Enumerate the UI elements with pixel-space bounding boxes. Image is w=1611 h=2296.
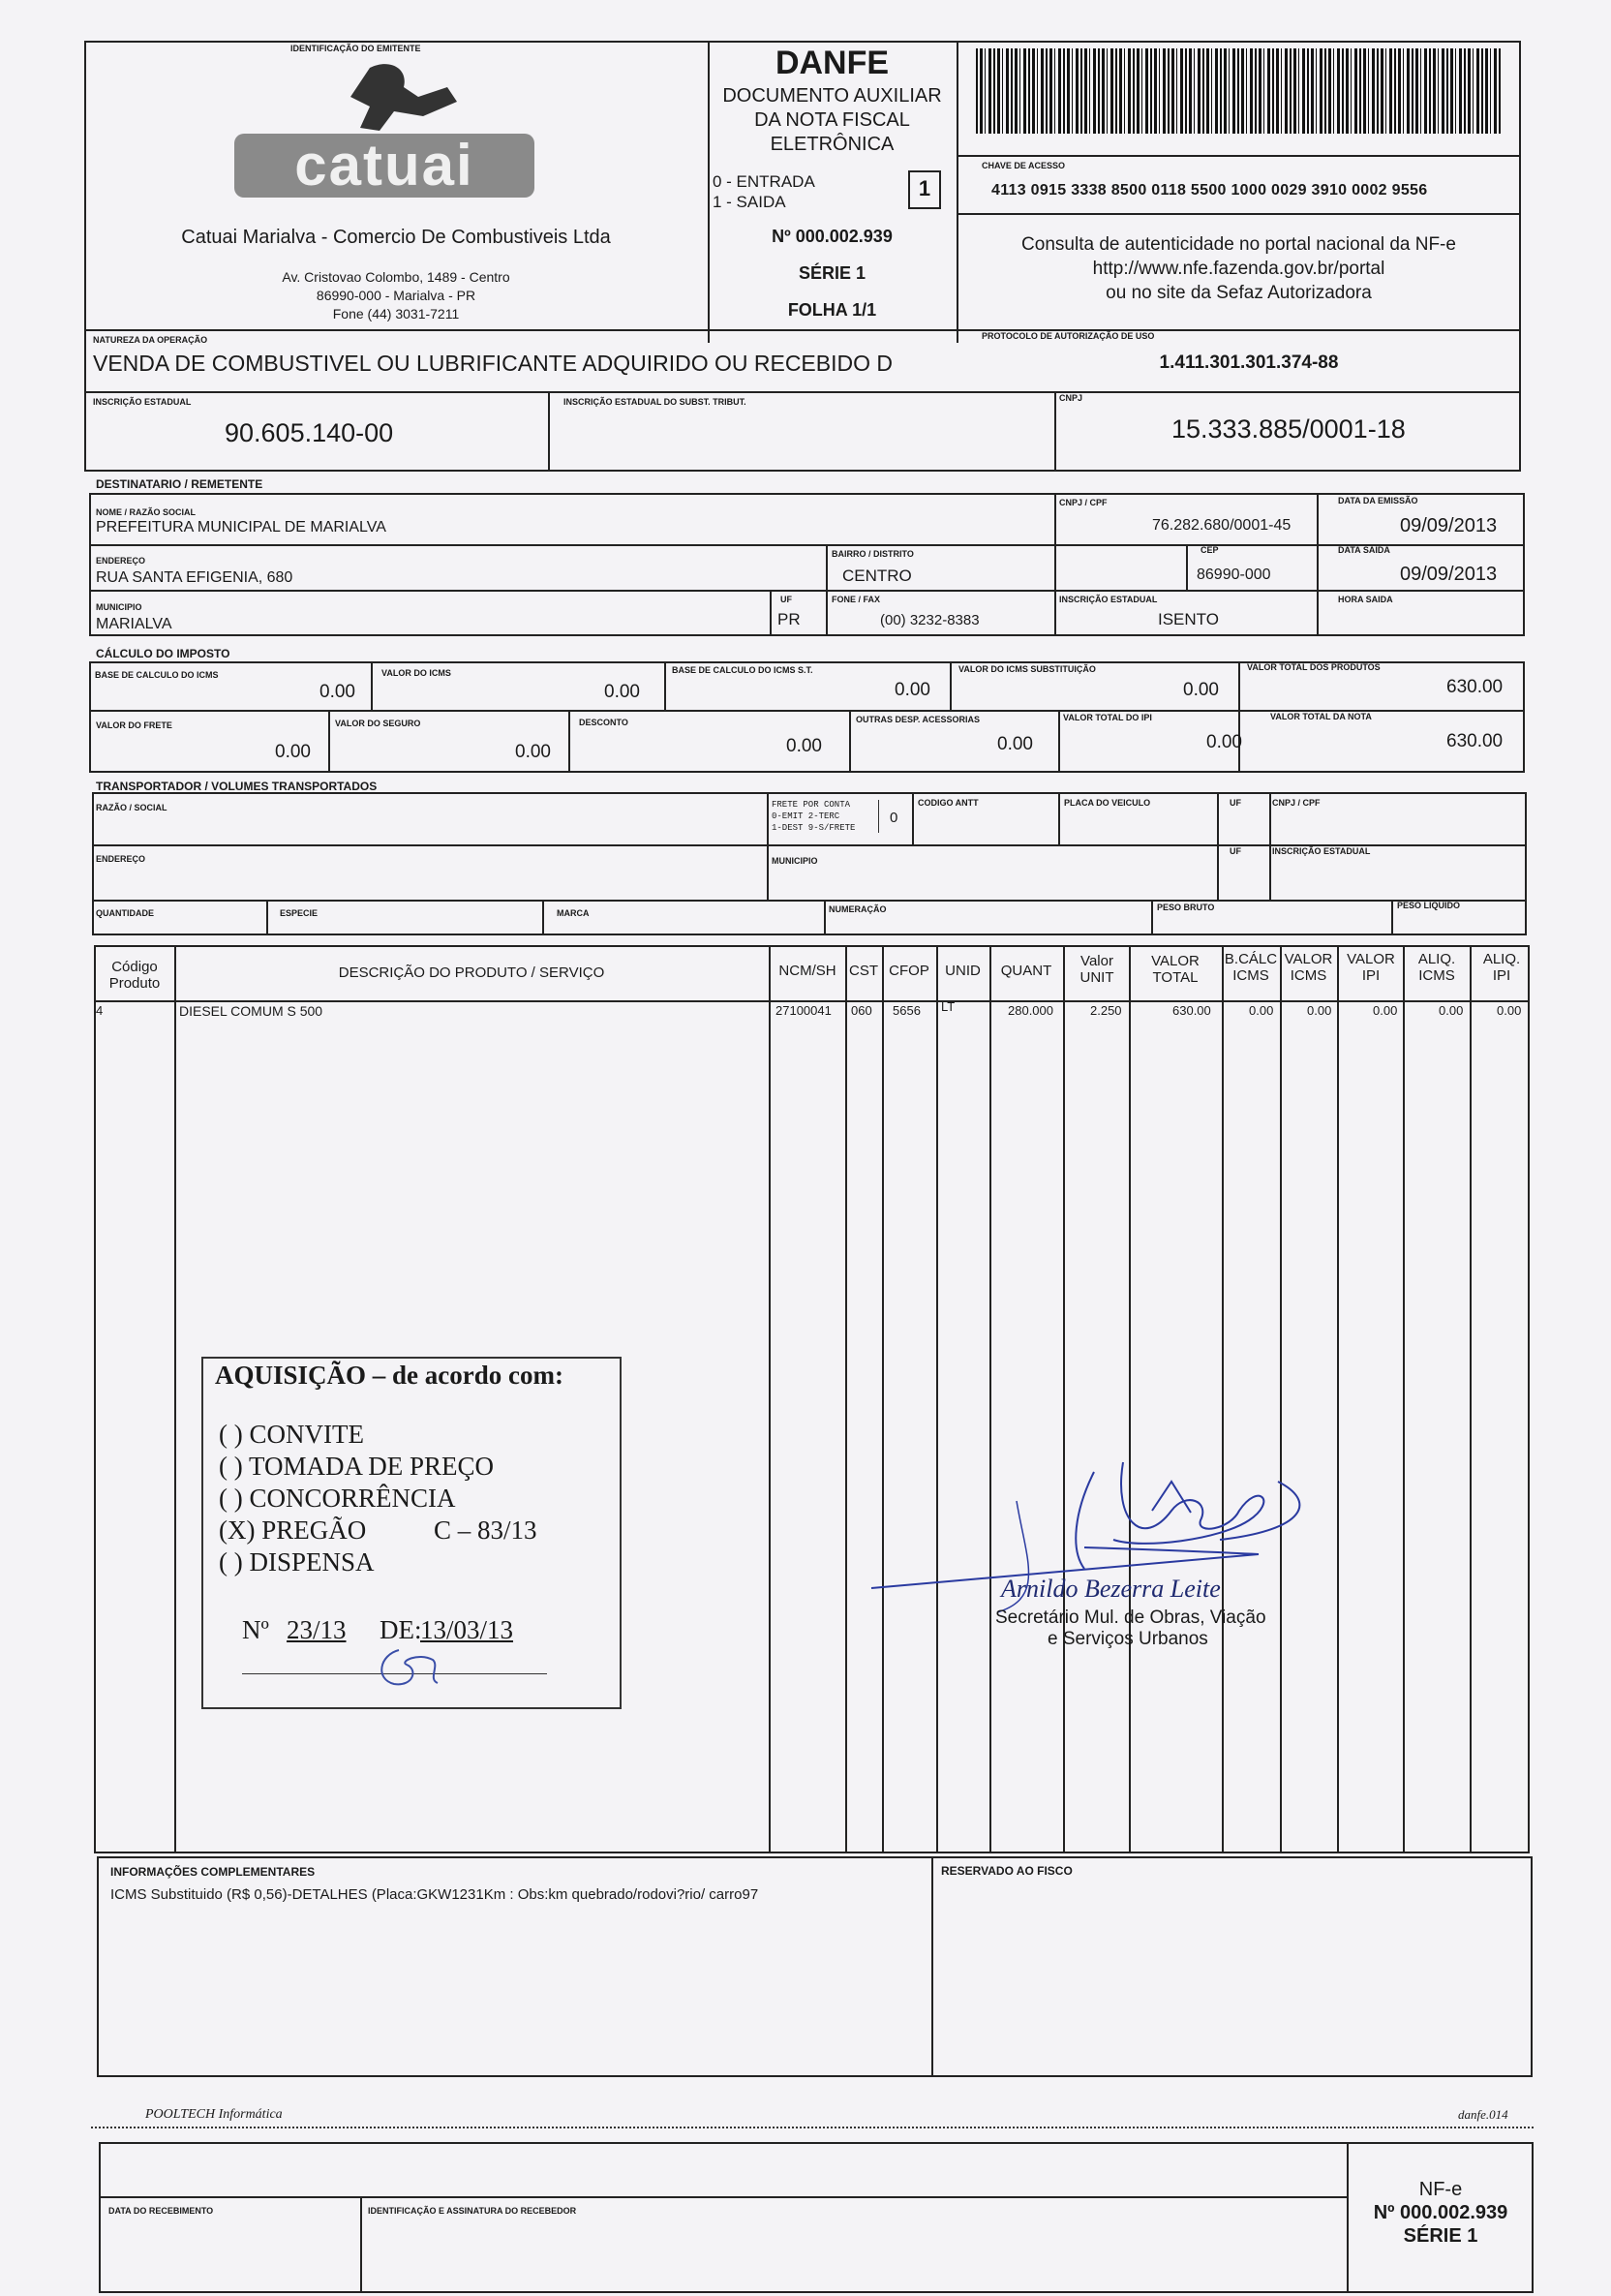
stamp-opt-tomada: ( ) TOMADA DE PREÇO — [219, 1452, 495, 1481]
dest-endereco: RUA SANTA EFIGENIA, 680 — [96, 569, 293, 586]
th-v-icms: VALOR ICMS — [1284, 951, 1333, 984]
transp-numeracao-label: NUMERAÇÃO — [829, 904, 887, 914]
emitente-phone: Fone (44) 3031-7211 — [332, 306, 460, 321]
desconto-label: DESCONTO — [579, 718, 628, 727]
danfe-serie: SÉRIE 1 — [798, 263, 866, 283]
dest-nome: PREFEITURA MUNICIPAL DE MARIALVA — [96, 519, 386, 536]
th-cst: CST — [849, 963, 878, 979]
v-nota-label: VALOR TOTAL DA NOTA — [1270, 712, 1372, 721]
frete-label: VALOR DO FRETE — [96, 720, 172, 730]
stamp-opt-concorrencia: ( ) CONCORRÊNCIA — [219, 1484, 456, 1513]
dest-data-saida: 09/09/2013 — [1400, 564, 1498, 585]
consulta-line-1: Consulta de autenticidade no portal nacional da NF-e — [1021, 234, 1456, 255]
chave-value: 4113 0915 3338 8500 0118 5500 1000 0029 3910 0002 9556 — [991, 182, 1428, 199]
danfe-code: danfe.014 — [1458, 2107, 1508, 2122]
th-ncm: NCM/SH — [778, 963, 836, 979]
bc-icms-label: BASE DE CALCULO DO ICMS — [95, 670, 219, 680]
ie-st-label: INSCRIÇÃO ESTADUAL DO SUBST. TRIBUT. — [563, 397, 746, 407]
canhoto-numero: Nº 000.002.939 — [1373, 2202, 1508, 2223]
dest-uf: PR — [777, 610, 801, 628]
canhoto-data-label: DATA DO RECEBIMENTO — [108, 2206, 214, 2216]
danfe-subtitle-3: ELETRÔNICA — [770, 134, 895, 155]
transp-uf2-label: UF — [1230, 846, 1241, 856]
stamp-data: 13/03/13 — [420, 1615, 514, 1644]
canhoto-box — [99, 2142, 1534, 2293]
cell-v-ipi: 0.00 — [1373, 1003, 1398, 1018]
transp-ie-label: INSCRIÇÃO ESTADUAL — [1272, 846, 1371, 856]
pooltech-brand: POOLTECH Informática — [145, 2107, 283, 2122]
stamp-opt-dispensa: ( ) DISPENSA — [219, 1547, 375, 1577]
desconto: 0.00 — [786, 736, 822, 756]
danfe-saida: 1 - SAIDA — [713, 193, 786, 211]
th-bc-icms: B.CÁLC ICMS — [1224, 951, 1278, 984]
canhoto-id-label: IDENTIFICAÇÃO E ASSINATURA DO RECEBEDOR — [368, 2206, 577, 2216]
v-prod: 630.00 — [1446, 677, 1504, 697]
protocolo-value: 1.411.301.301.374-88 — [1159, 352, 1339, 373]
danfe-entrada: 0 - ENTRADA — [713, 172, 815, 191]
th-v-total: VALOR TOTAL — [1151, 953, 1200, 986]
dest-cnpj: 76.282.680/0001-45 — [1152, 517, 1292, 534]
natureza-value: VENDA DE COMBUSTIVEL OU LUBRIFICANTE ADQUIRIDO OU RECEBIDO D — [93, 351, 894, 376]
v-icms: 0.00 — [604, 682, 640, 702]
seguro-label: VALOR DO SEGURO — [335, 719, 421, 728]
dest-fone-label: FONE / FAX — [832, 595, 881, 604]
transp-municipio-label: MUNICIPIO — [772, 856, 818, 866]
outras: 0.00 — [997, 734, 1033, 754]
transp-razao-label: RAZÃO / SOCIAL — [96, 803, 167, 812]
cell-v-total: 630.00 — [1172, 1003, 1211, 1018]
v-nota: 630.00 — [1446, 731, 1504, 751]
seguro: 0.00 — [515, 742, 551, 762]
ie-label: INSCRIÇÃO ESTADUAL — [93, 397, 192, 407]
dest-cep: 86990-000 — [1197, 566, 1271, 583]
bc-icms: 0.00 — [319, 682, 355, 702]
fisco-label: RESERVADO AO FISCO — [941, 1864, 1073, 1878]
v-st: 0.00 — [1183, 680, 1219, 700]
danfe-folha: FOLHA 1/1 — [787, 300, 877, 320]
consulta-line-3: ou no site da Sefaz Autorizadora — [1106, 283, 1372, 303]
dest-nome-label: NOME / RAZÃO SOCIAL — [96, 507, 196, 517]
outras-label: OUTRAS DESP. ACESSORIAS — [856, 715, 981, 724]
transp-frete-3: 1-DEST 9-S/FRETE — [772, 823, 856, 833]
info-label: INFORMAÇÕES COMPLEMENTARES — [110, 1865, 316, 1879]
th-v-ipi: VALOR IPI — [1347, 951, 1395, 984]
barcode — [976, 48, 1503, 134]
transp-endereco-label: ENDEREÇO — [96, 854, 146, 864]
cell-aliq-ipi: 0.00 — [1497, 1003, 1522, 1018]
cell-descricao: DIESEL COMUM S 500 — [179, 1003, 323, 1019]
th-aliq-ipi: ALIQ. IPI — [1482, 951, 1521, 984]
emitente-section-label: IDENTIFICAÇÃO DO EMITENTE — [290, 44, 421, 53]
cell-aliq-icms: 0.00 — [1439, 1003, 1464, 1018]
dest-hora-label: HORA SAIDA — [1338, 595, 1393, 604]
canhoto-nfe: NF-e — [1418, 2179, 1463, 2200]
transportador-section-label: TRANSPORTADOR / VOLUMES TRANSPORTADOS — [96, 780, 378, 793]
transp-peso-liquido-label: PESO LIQUIDO — [1397, 901, 1461, 910]
protocolo-label: PROTOCOLO DE AUTORIZAÇÃO DE USO — [982, 331, 1155, 341]
cnpj-label: CNPJ — [1059, 393, 1083, 403]
cell-v-icms: 0.00 — [1307, 1003, 1332, 1018]
ie-value: 90.605.140-00 — [225, 418, 394, 447]
dest-cnpj-label: CNPJ / CPF — [1059, 498, 1108, 507]
emitente-address-2: 86990-000 - Marialva - PR — [316, 288, 476, 303]
v-icms-label: VALOR DO ICMS — [381, 668, 451, 678]
cell-cfop: 5656 — [893, 1003, 921, 1018]
chave-label: CHAVE DE ACESSO — [982, 161, 1066, 170]
dest-bairro-label: BAIRRO / DISTRITO — [832, 549, 914, 559]
dest-ie: ISENTO — [1158, 610, 1219, 628]
info-text: ICMS Substituido (R$ 0,56)-DETALHES (Placa:GKW1231Km : Obs:km quebrado/rodovi?rio/ carro97 — [110, 1886, 759, 1903]
danfe-subtitle-1: DOCUMENTO AUXILIAR — [722, 85, 942, 107]
cut-line — [91, 2127, 1534, 2128]
stamp-numero-prefix: Nº — [242, 1615, 269, 1644]
emitente-address-1: Av. Cristovao Colombo, 1489 - Centro — [282, 269, 510, 285]
dest-uf-label: UF — [780, 595, 792, 604]
transp-marca-label: MARCA — [557, 908, 590, 918]
cell-quant: 280.000 — [1008, 1003, 1053, 1018]
danfe-subtitle-2: DA NOTA FISCAL — [754, 109, 910, 131]
stamp-numero: 23/13 — [287, 1615, 347, 1644]
ipi: 0.00 — [1206, 732, 1242, 752]
cell-v-unit: 2.250 — [1090, 1003, 1122, 1018]
th-unid: UNID — [945, 963, 981, 979]
danfe-tipo: 1 — [918, 176, 931, 200]
cell-bc-icms: 0.00 — [1249, 1003, 1274, 1018]
transp-frete-1: FRETE POR CONTA — [772, 800, 851, 810]
cell-ncm: 27100041 — [775, 1003, 832, 1018]
bc-st: 0.00 — [895, 680, 930, 700]
imposto-section-label: CÁLCULO DO IMPOSTO — [96, 647, 230, 660]
stamp-data-prefix: DE: — [380, 1615, 422, 1644]
transp-peso-bruto-label: PESO BRUTO — [1157, 903, 1215, 912]
dest-ie-label: INSCRIÇÃO ESTADUAL — [1059, 595, 1158, 604]
destinatario-box — [89, 493, 1525, 636]
th-aliq-icms: ALIQ. ICMS — [1417, 951, 1456, 984]
th-descricao: DESCRIÇÃO DO PRODUTO / SERVIÇO — [338, 964, 605, 981]
signature-name: Arnildo Bezerra Leite — [1001, 1575, 1221, 1603]
dest-data-emissao-label: DATA DA EMISSÃO — [1338, 496, 1418, 505]
danfe-title: DANFE — [775, 45, 890, 81]
dest-endereco-label: ENDEREÇO — [96, 556, 146, 566]
signature-role-1: Secretário Mul. de Obras, Viação — [995, 1607, 1266, 1628]
th-v-unit: Valor UNIT — [1079, 953, 1114, 986]
emitente-name: Catuai Marialva - Comercio De Combustiveis Ltda — [181, 227, 611, 248]
natureza-label: NATUREZA DA OPERAÇÃO — [93, 335, 208, 345]
stamp-opt-pregao: (X) PREGÃO — [219, 1515, 367, 1545]
stamp-initials-scribble — [360, 1640, 457, 1699]
dest-data-emissao: 09/09/2013 — [1400, 515, 1498, 536]
danfe-numero: Nº 000.002.939 — [772, 227, 893, 246]
cnpj-value: 15.333.885/0001-18 — [1171, 414, 1406, 444]
v-st-label: VALOR DO ICMS SUBSTITUIÇÃO — [958, 664, 1096, 674]
th-cfop: CFOP — [889, 963, 929, 979]
transp-placa-label: PLACA DO VEICULO — [1064, 798, 1151, 808]
stamp-title: AQUISIÇÃO – de acordo com: — [215, 1361, 563, 1390]
dest-municipio-label: MUNICIPIO — [96, 602, 142, 612]
th-quant: QUANT — [1000, 963, 1052, 979]
signature-role-2: e Serviços Urbanos — [1048, 1629, 1208, 1649]
transp-frete-2: 0-EMIT 2-TERC — [772, 811, 840, 821]
frete: 0.00 — [275, 742, 311, 762]
v-prod-label: VALOR TOTAL DOS PRODUTOS — [1247, 662, 1381, 672]
consulta-line-2: http://www.nfe.fazenda.gov.br/portal — [1092, 259, 1385, 279]
transp-quantidade-label: QUANTIDADE — [96, 908, 154, 918]
transp-uf-label: UF — [1230, 798, 1241, 808]
stamp-pregao-code: C – 83/13 — [434, 1515, 537, 1545]
cell-unid: LT — [941, 999, 956, 1014]
canhoto-serie: SÉRIE 1 — [1403, 2225, 1478, 2247]
dest-cep-label: CEP — [1201, 545, 1219, 555]
th-codigo: Código Produto — [108, 959, 161, 992]
ipi-label: VALOR TOTAL DO IPI — [1063, 713, 1152, 722]
transp-frete-value: 0 — [890, 810, 898, 826]
dest-municipio: MARIALVA — [96, 616, 172, 632]
dest-bairro: CENTRO — [842, 566, 912, 585]
cell-codigo: 4 — [96, 1003, 104, 1018]
destinatario-section-label: DESTINATARIO / REMETENTE — [96, 477, 263, 491]
cell-cst: 060 — [851, 1003, 872, 1018]
dest-data-saida-label: DATA SAIDA — [1338, 545, 1390, 555]
transp-cnpj-label: CNPJ / CPF — [1272, 798, 1321, 808]
bc-st-label: BASE DE CALCULO DO ICMS S.T. — [672, 665, 813, 675]
dest-fone: (00) 3232-8383 — [880, 612, 980, 628]
catuai-logo — [225, 58, 544, 201]
transp-antt-label: CODIGO ANTT — [918, 798, 979, 808]
transp-especie-label: ESPECIE — [280, 908, 319, 918]
logo-text: catuai — [294, 133, 474, 198]
stamp-opt-convite: ( ) CONVITE — [219, 1420, 364, 1449]
